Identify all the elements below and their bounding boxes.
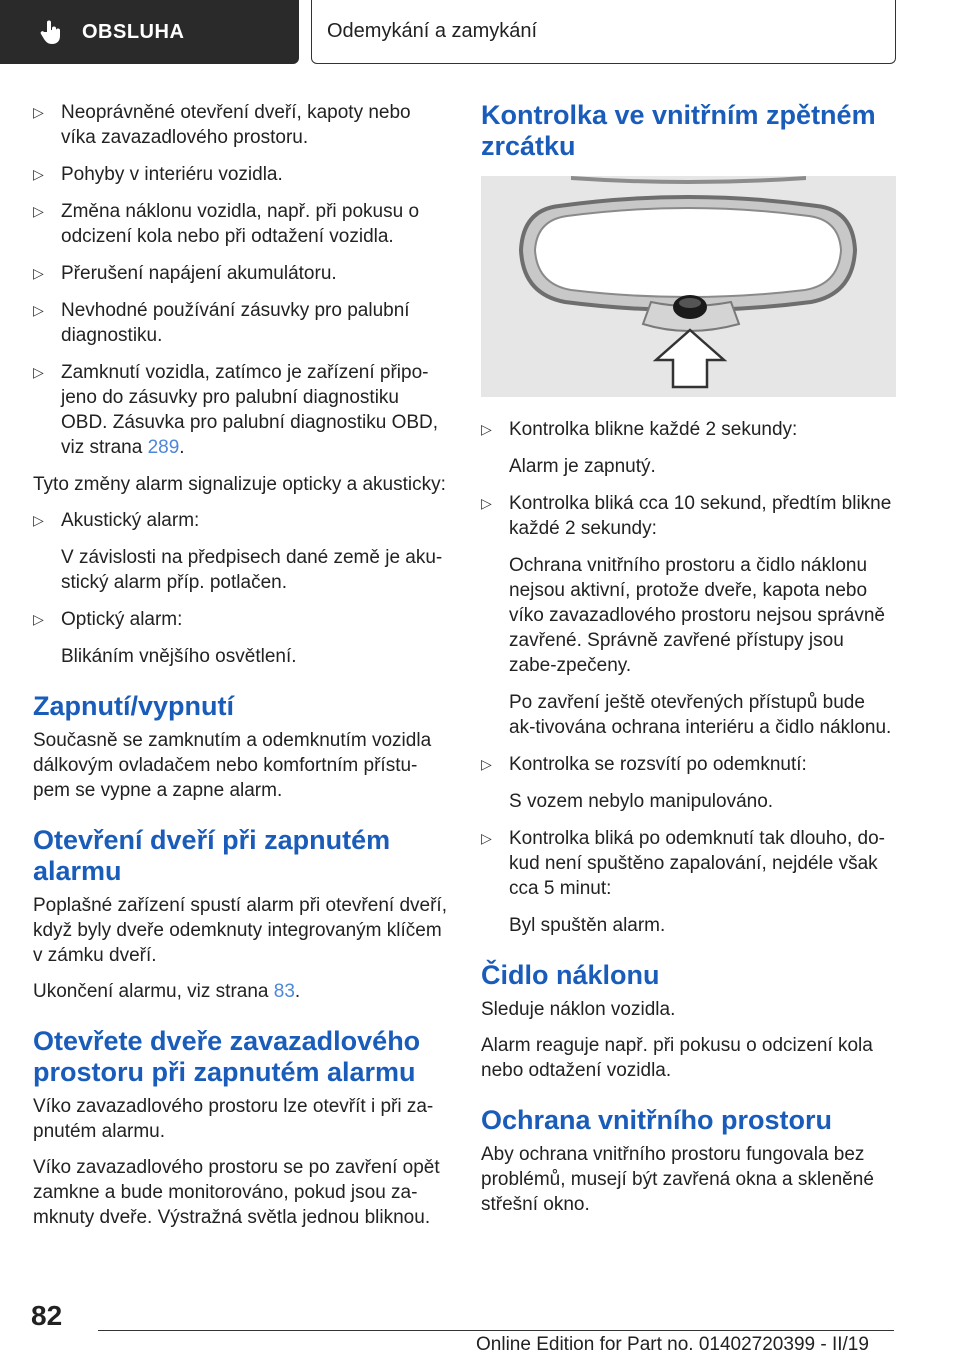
trunk-paragraph-1: Víko zavazadlového prostoru lze otevřít i při za‐pnutém alarmu. — [33, 1096, 434, 1142]
triangle-right-icon: ▷ — [33, 302, 44, 318]
item-description: Ochrana vnitřního prostoru a čidlo náklonu nejsou aktivní, protože dveře, kapota nebo víko zavazadlového prostoru nejsou správně zavřené. Správně zavřené přístupy jsou zabe‐zpečeny. — [509, 555, 886, 676]
optical-description: Blikáním vnějšího osvětlení. — [61, 646, 297, 667]
acoustic-description: V závislosti na předpisech dané země je aku‐stický alarm příp. potlačen. — [61, 547, 443, 593]
heading-doors-alarm: Otevření dveří při zapnutém alarmu — [33, 825, 391, 886]
footer-divider — [98, 1330, 894, 1331]
hand-pointer-icon — [38, 18, 66, 46]
triangle-right-icon: ▷ — [481, 421, 492, 437]
heading-tilt-sensor: Čidlo náklonu — [481, 960, 660, 990]
item-description: Byl spuštěn alarm. — [509, 915, 666, 936]
trunk-paragraph-2: Víko zavazadlového prostoru se po zavření opět zamkne a bude monitorováno, pokud jsou za‐mknuty dveře. Výstražná světla jednou bliknou. — [33, 1157, 440, 1228]
triangle-right-icon: ▷ — [33, 166, 44, 182]
heading-interior-protection: Ochrana vnitřního prostoru — [481, 1105, 833, 1135]
list-item: ▷ Neoprávněné otevření dveří, kapoty nebo víka zavazadlového prostoru. — [33, 102, 411, 148]
item-description: Po zavření ještě otevřených přístupů bude ak‐tivována ochrana interiéru a čidlo náklonu. — [509, 692, 892, 738]
item-description: S vozem nebylo manipulováno. — [509, 791, 774, 812]
heading-on-off: Zapnutí/vypnutí — [33, 691, 234, 721]
section-tab — [0, 0, 299, 64]
triangle-right-icon: ▷ — [33, 203, 44, 219]
list-item: ▷ Pohyby v interiéru vozidla. — [33, 164, 283, 185]
triangle-right-icon: ▷ — [33, 104, 44, 120]
mirror-illustration — [481, 176, 896, 397]
list-item: ▷ Kontrolka se rozsvítí po odemknutí: — [481, 754, 807, 775]
interior-paragraph: Aby ochrana vnitřního prostoru fungovala bez problémů, musejí být zavřená okna a skleněné střešní okno. — [481, 1144, 874, 1215]
left-column — [33, 100, 448, 1241]
page-number: 82 — [31, 1300, 63, 1331]
triangle-right-icon: ▷ — [33, 364, 44, 380]
item-description: Alarm je zapnutý. — [509, 456, 656, 477]
list-item: ▷ Kontrolka bliká cca 10 sekund, předtím blikne každé 2 sekundy: — [481, 493, 892, 539]
list-item: ▷ Změna náklonu vozidla, např. při pokusu o odcizení kola nebo při odtažení vozidla. — [33, 201, 420, 247]
triangle-right-icon: ▷ — [481, 830, 492, 846]
list-item: ▷ Přerušení napájení akumulátoru. — [33, 263, 337, 284]
chapter-title: Odemykání a zamykání — [327, 20, 538, 42]
page-link-289[interactable]: 289 — [147, 437, 180, 458]
triangle-right-icon: ▷ — [481, 756, 492, 772]
list-item: ▷ Kontrolka blikne každé 2 sekundy: — [481, 419, 798, 440]
page-header — [0, 0, 960, 66]
list-item-acoustic: ▷ Akustický alarm: — [33, 510, 200, 531]
edition-note: Online Edition for Part no. 01402720399 - II/19 — [476, 1334, 869, 1355]
chapter-tab — [311, 0, 896, 64]
right-column — [481, 100, 896, 1228]
heading-mirror-indicator: Kontrolka ve vnitřním zpětném zrcátku — [481, 100, 876, 161]
tilt-paragraph-2: Alarm reaguje např. při pokusu o odcizení kola nebo odtažení vozidla. — [481, 1035, 873, 1081]
list-item-optical: ▷ Optický alarm: — [33, 609, 183, 630]
triangle-right-icon: ▷ — [33, 611, 44, 627]
on-off-paragraph: Současně se zamknutím a odemknutím vozidla dálkovým ovladačem nebo komfortním přístu‐pem se vypne a zapne alarm. — [33, 730, 432, 801]
tilt-paragraph-1: Sleduje náklon vozidla. — [481, 999, 676, 1020]
triangle-right-icon: ▷ — [33, 265, 44, 281]
heading-trunk-alarm: Otevřete dveře zavazadlového prostoru při zapnutém alarmu — [33, 1026, 421, 1087]
list-item-obd: ▷ Zamknutí vozidla, zatímco je zařízení připo‐jeno do zásuvky pro palubní diagnostiku OBD. Zásuvka pro palubní diagnostiku OBD, viz strana 289. — [33, 362, 439, 458]
section-label: OBSLUHA — [82, 20, 185, 43]
page-link-83[interactable]: 83 — [273, 981, 295, 1002]
end-alarm-paragraph: Ukončení alarmu, viz strana 83. — [33, 981, 301, 1002]
list-item: ▷ Nevhodné používání zásuvky pro palubní diagnostiku. — [33, 300, 410, 346]
signal-paragraph: Tyto změny alarm signalizuje opticky a akusticky: — [33, 474, 446, 495]
triangle-right-icon: ▷ — [481, 495, 492, 511]
triangle-right-icon: ▷ — [33, 512, 44, 528]
doors-paragraph: Poplašné zařízení spustí alarm při otevření dveří, když byly dveře odemknuty integrovaným klíčem v zámku dveří. — [33, 895, 447, 966]
list-item: ▷ Kontrolka bliká po odemknutí tak dlouho, do‐kud není spuštěno zapalování, nejdéle však cca 5 minut: — [481, 828, 886, 899]
